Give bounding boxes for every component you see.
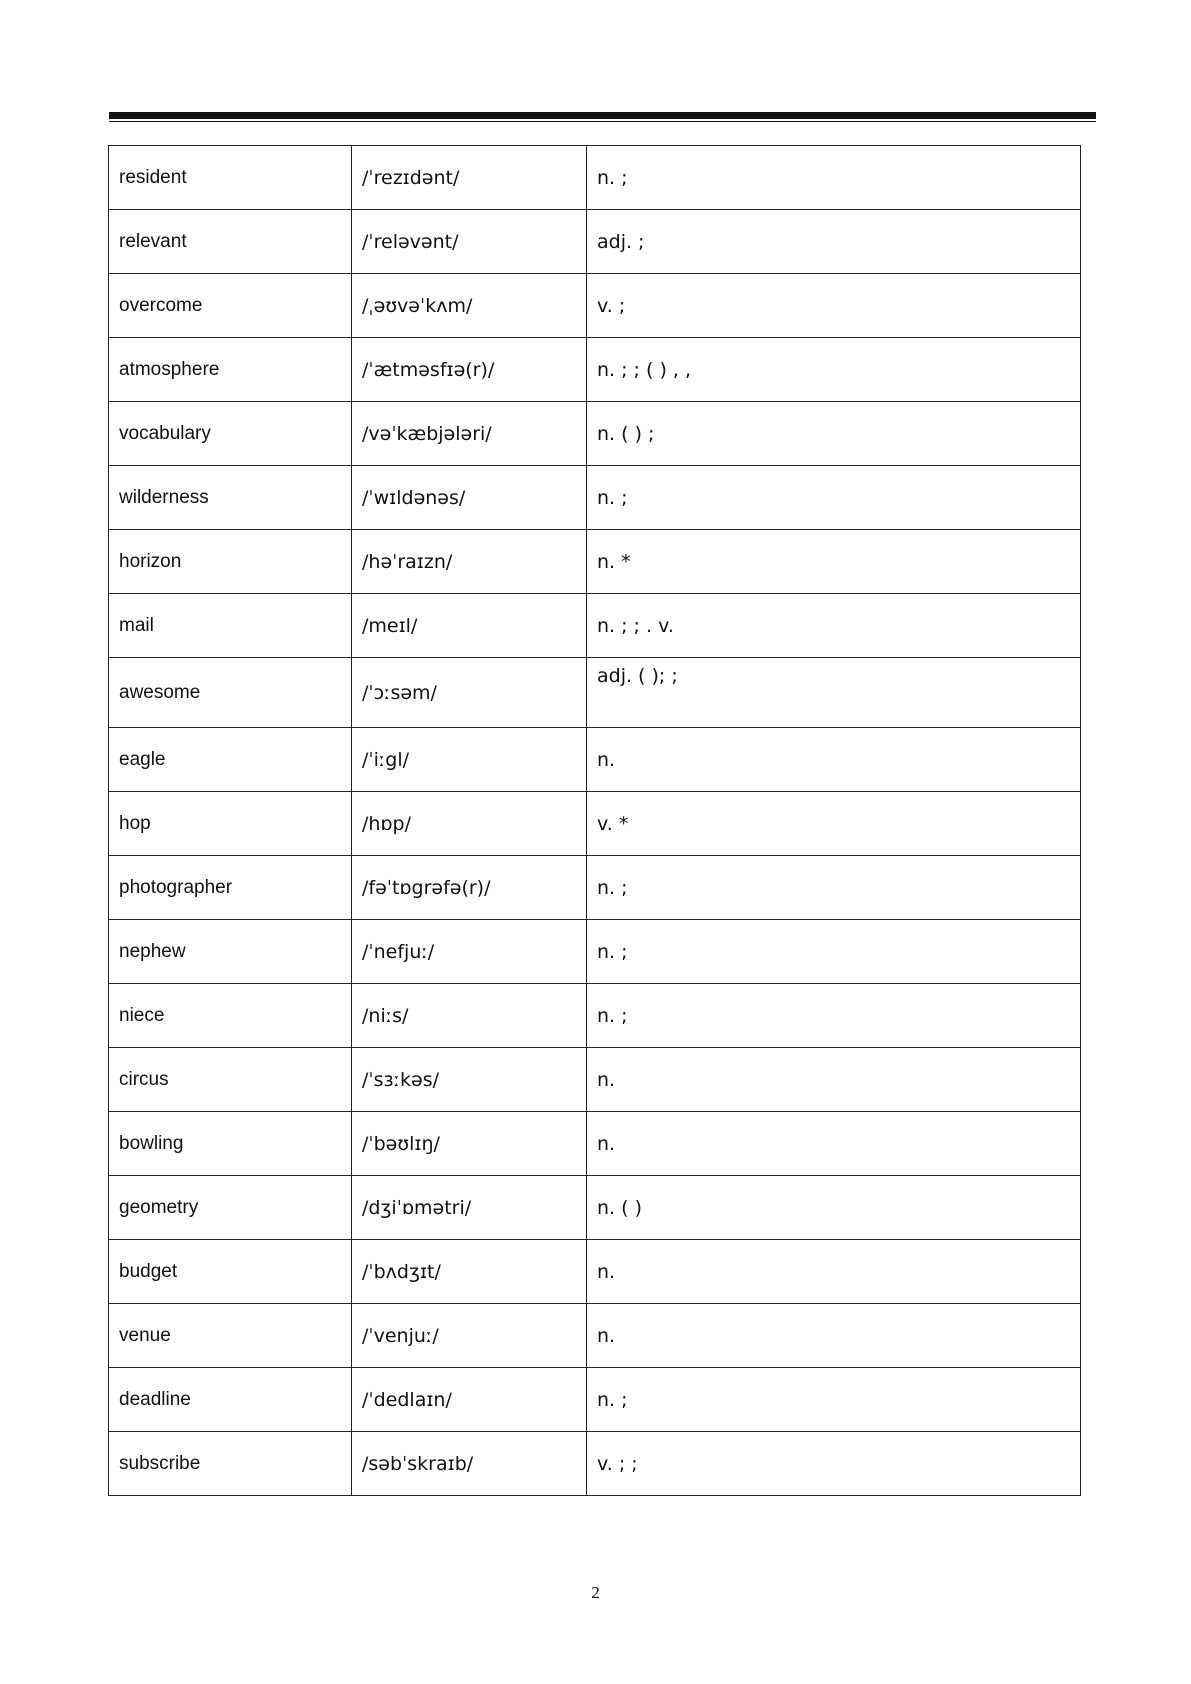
phonetic-cell: /ˈnefjuː/	[352, 920, 587, 984]
definition-cell: n. ; ; . v.	[587, 594, 1081, 658]
phonetic-cell: /ˈbəʊlɪŋ/	[352, 1112, 587, 1176]
word-cell: atmosphere	[109, 338, 352, 402]
word-cell: circus	[109, 1048, 352, 1112]
definition-cell: adj. ( ); ;	[587, 658, 1081, 728]
word-cell: horizon	[109, 530, 352, 594]
word-cell: overcome	[109, 274, 352, 338]
phonetic-cell: /ˈwɪldənəs/	[352, 466, 587, 530]
word-cell: hop	[109, 792, 352, 856]
table-row	[109, 210, 1081, 274]
table-row	[109, 338, 1081, 402]
definition-cell: n.	[587, 1304, 1081, 1368]
word-cell: venue	[109, 1304, 352, 1368]
table-row	[109, 1432, 1081, 1496]
phonetic-cell: /ˈdedlaɪn/	[352, 1368, 587, 1432]
word-cell: deadline	[109, 1368, 352, 1432]
phonetic-cell: /ˈsɜːkəs/	[352, 1048, 587, 1112]
table-row	[109, 1112, 1081, 1176]
definition-cell: v. ; ;	[587, 1432, 1081, 1496]
word-cell: subscribe	[109, 1432, 352, 1496]
phonetic-cell: /ˈrezɪdənt/	[352, 146, 587, 210]
phonetic-cell: /fəˈtɒgrəfə(r)/	[352, 856, 587, 920]
word-cell: photographer	[109, 856, 352, 920]
definition-cell: n.	[587, 1240, 1081, 1304]
word-cell: awesome	[109, 658, 352, 728]
phonetic-cell: /niːs/	[352, 984, 587, 1048]
definition-cell: n. *	[587, 530, 1081, 594]
word-cell: budget	[109, 1240, 352, 1304]
definition-cell: n. ;	[587, 466, 1081, 530]
definition-cell: v. ;	[587, 274, 1081, 338]
header-rule	[109, 112, 1096, 119]
table-row	[109, 530, 1081, 594]
table-row	[109, 658, 1081, 728]
phonetic-cell: /ˈreləvənt/	[352, 210, 587, 274]
definition-cell: v. *	[587, 792, 1081, 856]
definition-cell: n.	[587, 1112, 1081, 1176]
word-cell: resident	[109, 146, 352, 210]
definition-cell: n. ;	[587, 146, 1081, 210]
table-row	[109, 920, 1081, 984]
definition-cell: n. ;	[587, 984, 1081, 1048]
word-cell: wilderness	[109, 466, 352, 530]
definition-cell: n. ;	[587, 1368, 1081, 1432]
phonetic-cell: /həˈraɪzn/	[352, 530, 587, 594]
table-row	[109, 1048, 1081, 1112]
table-row	[109, 1368, 1081, 1432]
definition-cell: n. ; ; ( ) , ,	[587, 338, 1081, 402]
table-row	[109, 856, 1081, 920]
table-row	[109, 402, 1081, 466]
page-number: 2	[591, 1583, 600, 1602]
phonetic-cell: /dʒiˈɒmətri/	[352, 1176, 587, 1240]
phonetic-cell: /vəˈkæbjələri/	[352, 402, 587, 466]
table-row	[109, 984, 1081, 1048]
table-row	[109, 1176, 1081, 1240]
table-row	[109, 728, 1081, 792]
phonetic-cell: /meɪl/	[352, 594, 587, 658]
table-row	[109, 792, 1081, 856]
table-row	[109, 1304, 1081, 1368]
word-cell: mail	[109, 594, 352, 658]
definition-cell: n. ( )	[587, 1176, 1081, 1240]
phonetic-cell: /ˈvenjuː/	[352, 1304, 587, 1368]
header-rule-thin	[109, 121, 1096, 122]
phonetic-cell: /səbˈskraɪb/	[352, 1432, 587, 1496]
word-cell: eagle	[109, 728, 352, 792]
phonetic-cell: /ˈiːgl/	[352, 728, 587, 792]
table-row	[109, 274, 1081, 338]
definition-cell: adj. ;	[587, 210, 1081, 274]
definition-cell: n. ;	[587, 856, 1081, 920]
word-cell: geometry	[109, 1176, 352, 1240]
table-row	[109, 466, 1081, 530]
definition-cell: n.	[587, 728, 1081, 792]
phonetic-cell: /ˈætməsfɪə(r)/	[352, 338, 587, 402]
definition-cell: n. ;	[587, 920, 1081, 984]
phonetic-cell: /ˈbʌdʒɪt/	[352, 1240, 587, 1304]
phonetic-cell: /hɒp/	[352, 792, 587, 856]
table-row	[109, 1240, 1081, 1304]
definition-cell: n.	[587, 1048, 1081, 1112]
table-row	[109, 146, 1081, 210]
table-row	[109, 594, 1081, 658]
word-cell: nephew	[109, 920, 352, 984]
phonetic-cell: /ˈɔːsəm/	[352, 658, 587, 728]
word-cell: relevant	[109, 210, 352, 274]
word-cell: niece	[109, 984, 352, 1048]
definition-cell: n. ( ) ;	[587, 402, 1081, 466]
phonetic-cell: /ˌəʊvəˈkʌm/	[352, 274, 587, 338]
word-cell: bowling	[109, 1112, 352, 1176]
word-cell: vocabulary	[109, 402, 352, 466]
vocabulary-table	[108, 145, 1081, 1496]
